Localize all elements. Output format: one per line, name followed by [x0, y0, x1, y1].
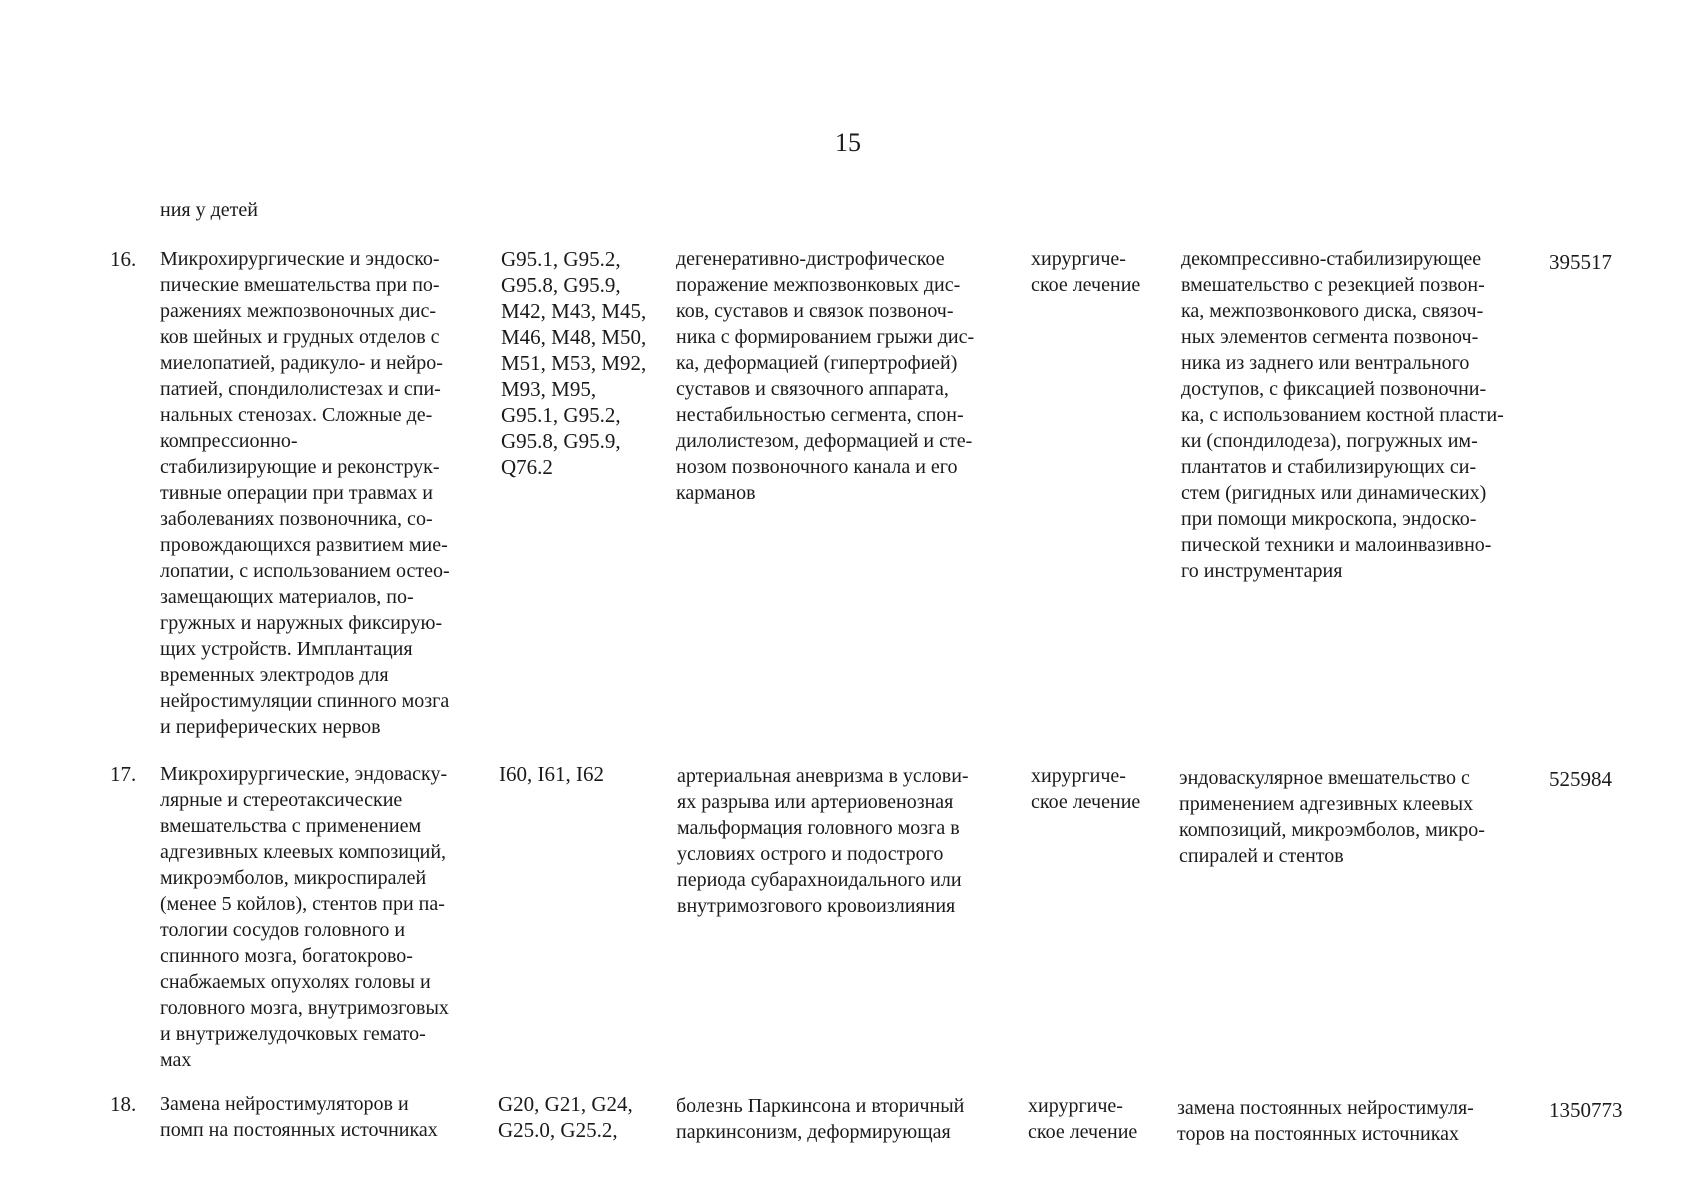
- diagnosis: артериальная аневризма в услови- ях разрыва или артериовенозная мальформация головного мозга в условиях острого и подострого периода субарахноидального или внутримозгового кровоизлияния: [677, 765, 969, 917]
- page-number: 15: [835, 128, 861, 157]
- row-number: 18.: [110, 1092, 137, 1116]
- service-name: Микрохирургические и эндоско- пические вмешательства при по- ражениях межпозвоночных дис- ков шейных и грудных отделов с миелопатией, радикуло- и нейро- патией, спондилолистезах и спи- нальных стенозах. Сложные де- компрессионно- стабилизирующие и реконструк- тивные операции при травмах и заболеваниях позвоночника, со- провождающихся развитием мие- лопатии, с использованием остео- замещающих материалов, по- гружных и наружных фиксирую- щих устройств. Имплантация временных электродов для нейростимуляции спинного мозга и периферических нервов: [160, 248, 450, 738]
- treatment-type: хирургиче- ское лечение: [1028, 1095, 1138, 1143]
- price: 395517: [1549, 250, 1612, 274]
- treatment-method: замена постоянных нейростимуля- торов на постоянных источниках: [1177, 1097, 1474, 1145]
- treatment-method: эндоваскулярное вмешательство с применением адгезивных клеевых композиций, микроэмболов, микро- спиралей и стентов: [1179, 767, 1485, 867]
- icd-codes: G20, G21, G24, G25.0, G25.2,: [498, 1092, 633, 1142]
- continuation-text: ния у детей: [160, 199, 258, 221]
- row-number: 17.: [110, 762, 137, 786]
- price: 525984: [1549, 767, 1612, 791]
- diagnosis: болезнь Паркинсона и вторичный паркинсонизм, деформирующая: [676, 1095, 965, 1143]
- treatment-type: хирургиче- ское лечение: [1031, 765, 1141, 813]
- treatment-method: декомпрессивно-стабилизирующее вмешательство с резекцией позвон- ка, межпозвонкового диска, связоч- ных элементов сегмента позвоноч- ника из заднего или вентрального доступов, с фиксацией позвоночни- ка, с использованием костной пласти- ки (спондилодеза), погружных им- плантатов и стабилизирующих си- стем (ригидных или динамических) при помощи микроскопа, эндоско- пической техники и малоинвазивно- го инструментария: [1181, 248, 1504, 582]
- icd-codes: I60, I61, I62: [499, 762, 604, 786]
- service-name: Микрохирургические, эндоваску- лярные и стереотаксические вмешательства с применением адгезивных клеевых композиций, микроэмболов, микроспиралей (менее 5 койлов), стентов при па- тологии сосудов головного и спинного мозга, богатокрово- снабжаемых опухолях головы и головного мозга, внутримозговых и внутрижелудочковых гемато- мах: [160, 763, 449, 1071]
- icd-codes: G95.1, G95.2, G95.8, G95.9, M42, M43, M45, M46, M48, M50, M51, M53, M92, M93, M95, G95.1, G95.2, G95.8, G95.9, Q76.2: [501, 247, 647, 479]
- price: 1350773: [1549, 1098, 1623, 1122]
- diagnosis: дегенеративно-дистрофическое поражение межпозвонковых дис- ков, суставов и связок позвоноч- ника с формированием грыжи дис- ка, деформацией (гипертрофией) суставов и связочного аппарата, нестабильностью сегмента, спон- дилолистезом, деформацией и сте- нозом позвоночного канала и его карманов: [676, 248, 975, 504]
- row-number: 16.: [110, 247, 137, 271]
- service-name: Замена нейростимуляторов и помп на постоянных источниках: [160, 1093, 438, 1141]
- treatment-type: хирургиче- ское лечение: [1031, 248, 1141, 296]
